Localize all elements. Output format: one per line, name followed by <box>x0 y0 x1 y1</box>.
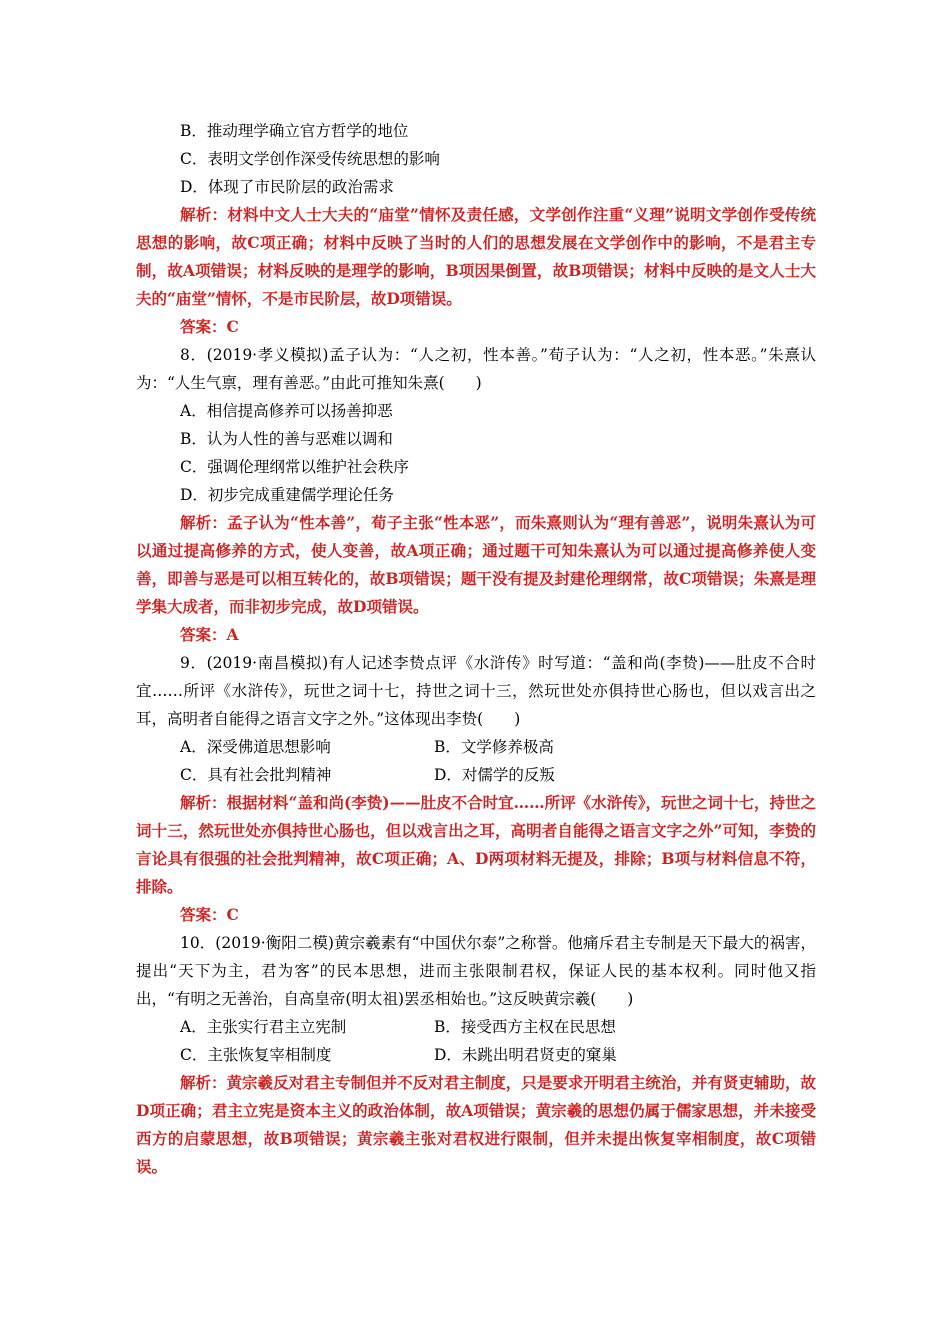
q10-option-d: D．未跳出明君贤吏的窠巢 <box>434 1046 617 1064</box>
q8-option-b: B．认为人性的善与恶难以调和 <box>180 430 393 448</box>
q8-option-c: C．强调伦理纲常以维护社会秩序 <box>180 458 409 476</box>
q10-options-row-2 <box>136 1041 816 1069</box>
q7-option-d: D．体现了市民阶层的政治需求 <box>180 178 394 196</box>
q10-option-b: B．接受西方主权在民思想 <box>434 1018 616 1036</box>
q10-option-a: A．主张实行君主立宪制 <box>180 1018 347 1036</box>
q9-option-c: C．具有社会批判精神 <box>180 766 332 784</box>
q9-options-row-1 <box>136 733 816 761</box>
q10-stem: 10．(2019·衡阳二模)黄宗羲素有“中国伏尔泰”之称誉。他痛斥君主专制是天下最大的祸害，提出“天下为主，君为客”的民本思想，进而主张限制君权，保证人民的基本权利。同时他又指出，“有明之无善治，自高皇帝(明太祖)罢丞相始也。”这反映黄宗羲( ) <box>136 934 816 1008</box>
q7-analysis: 解析：材料中文人士大夫的“庙堂”情怀及责任感，文学创作注重“义理”说明文学创作受传统思想的影响，故C项正确；材料中反映了当时的人们的思想发展在文学创作中的影响，不是君主专制，故A项错误；材料反映的是理学的影响，B项因果倒置，故B项错误；材料中反映的是文人士大夫的“庙堂”情怀，不是市民阶层，故D项错误。 <box>136 205 816 308</box>
q9-stem: 9．(2019·南昌模拟)有人记述李贽点评《水浒传》时写道：“盖和尚(李贽)——肚皮不合时宜……所评《水浒传》，玩世之词十七，持世之词十三，然玩世处亦俱持世心肠也，但以戏言出之耳，高明者自能得之语言文字之外。”这体现出李贽( ) <box>136 654 816 728</box>
q9-option-a: A．深受佛道思想影响 <box>180 738 331 756</box>
q9-answer: 答案：C <box>180 905 239 924</box>
q9-option-d: D．对儒学的反叛 <box>434 766 555 784</box>
q8-stem: 8．(2019·孝义模拟)孟子认为：“人之初，性本善。”荀子认为：“人之初，性本恶。”朱熹认为：“人生气禀，理有善恶。”由此可推知朱熹( ) <box>136 346 816 392</box>
q9-option-b: B．文学修养极高 <box>434 738 554 756</box>
q10-option-c: C．主张恢复宰相制度 <box>180 1046 332 1064</box>
q9-options-row-2 <box>136 761 816 789</box>
q7-option-c: C．表明文学创作深受传统思想的影响 <box>180 150 440 168</box>
q7-option-b: B．推动理学确立官方哲学的地位 <box>180 122 409 140</box>
q7-answer: 答案：C <box>180 317 239 336</box>
document-page <box>136 117 816 1181</box>
q8-answer: 答案：A <box>180 625 239 644</box>
q10-analysis: 解析：黄宗羲反对君主专制但并不反对君主制度，只是要求开明君主统治，并有贤吏辅助，故D项正确；君主立宪是资本主义的政治体制，故A项错误；黄宗羲的思想仍属于儒家思想，并未接受西方的启蒙思想，故B项错误；黄宗羲主张对君权进行限制，但并未提出恢复宰相制度，故C项错误。 <box>136 1073 816 1176</box>
q8-analysis: 解析：孟子认为“性本善”，荀子主张“性本恶”，而朱熹则认为“理有善恶”，说明朱熹认为可以通过提高修养的方式，使人变善，故A项正确；通过题干可知朱熹认为可以通过提高修养使人变善，即善与恶是可以相互转化的，故B项错误；题干没有提及封建伦理纲常，故C项错误；朱熹是理学集大成者，而非初步完成，故D项错误。 <box>136 513 816 616</box>
q9-analysis: 解析：根据材料“盖和尚(李贽)——肚皮不合时宜……所评《水浒传》，玩世之词十七，持世之词十三，然玩世处亦俱持世心肠也，但以戏言出之耳，高明者自能得之语言文字之外”可知，李贽的言论具有很强的社会批判精神，故C项正确；A、D两项材料无提及，排除；B项与材料信息不符，排除。 <box>136 793 816 896</box>
q8-option-a: A．相信提高修养可以扬善抑恶 <box>180 402 393 420</box>
q8-option-d: D．初步完成重建儒学理论任务 <box>180 486 394 504</box>
q10-options-row-1 <box>136 1013 816 1041</box>
